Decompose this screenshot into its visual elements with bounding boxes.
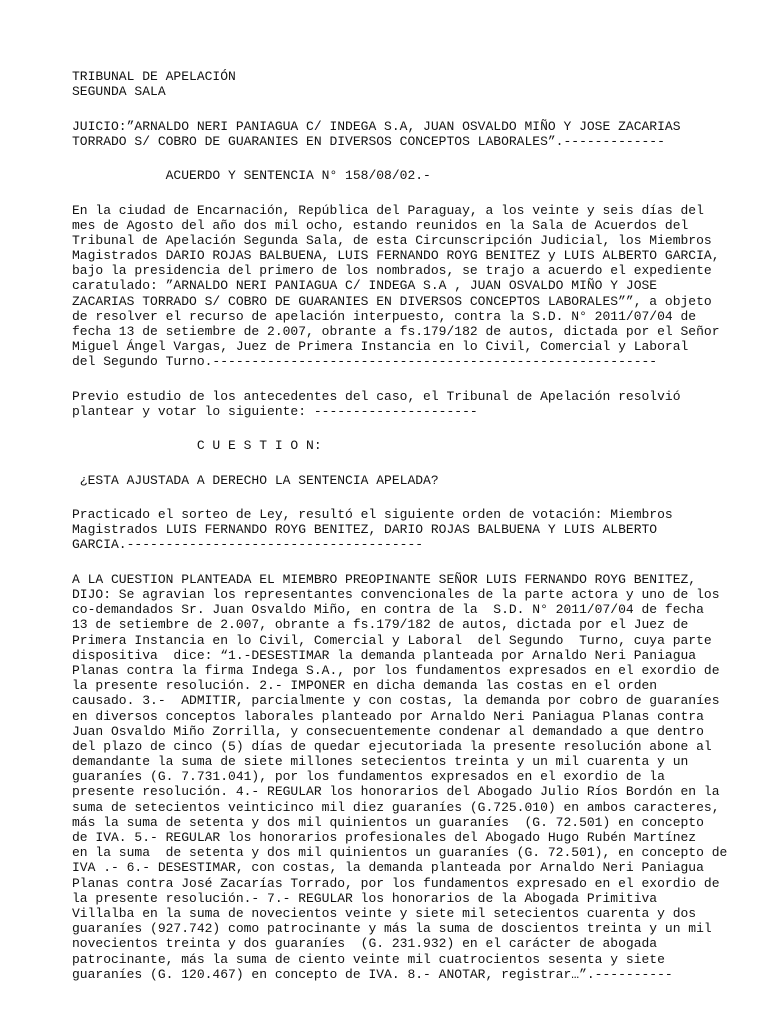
previo-line: Previo estudio de los antecedentes del caso, el Tribunal de Apelación resolvió [72, 388, 681, 404]
voto-line: 13 de setiembre de 2.007, obrante a fs.179/182 de autos, dictada por el Juez de [72, 617, 689, 633]
intro-line: mes de Agosto del año dos mil ocho, estando reunidos en la Sala de Acuerdos del [72, 217, 689, 233]
intro-paragraph [72, 202, 720, 370]
voto-line: en diversos conceptos laborales planteado por Arnaldo Neri Paniagua Planas contra [72, 708, 704, 724]
voto-line: dispositiva dice: “1.-DESESTIMAR la demanda planteada por Arnaldo Neri Paniagua [72, 647, 697, 663]
case-title-line: JUICIO:”ARNALDO NERI PANIAGUA C/ INDEGA S.A, JUAN OSVALDO MIÑO Y JOSE ZACARIAS [72, 118, 681, 134]
spacer [72, 183, 712, 202]
intro-line: En la ciudad de Encarnación, República del Paraguay, a los veinte y seis días del [72, 202, 704, 218]
sorteo-line: Magistrados LUIS FERNANDO ROYG BENITEZ, DARIO ROJAS BALBUENA Y LUIS ALBERTO [72, 522, 658, 538]
voto-line: suma de setecientos veinticinco mil diez guaraníes (G.725.010) en ambos caracteres, [72, 799, 720, 815]
voto-line: IVA .- 6.- DESESTIMAR, con costas, la demanda planteada por Arnaldo Neri Paniagua [72, 860, 704, 876]
question-line: ¿ESTA AJUSTADA A DERECHO LA SENTENCIA APELADA? [72, 472, 439, 488]
voto-paragraph [72, 571, 728, 982]
voto-line: Juan Osvaldo Miño Zorrilla, y consecuentemente condenar al demandado a que dentro [72, 723, 704, 739]
intro-line: caratulado: ”ARNALDO NERI PANIAGUA C/ INDEGA S.A , JUAN OSVALDO MIÑO Y JOSE [72, 278, 658, 294]
intro-line: fecha 13 de setiembre de 2.007, obrante a fs.179/182 de autos, dictada por el Señor [72, 324, 720, 339]
question-paragraph [72, 473, 712, 488]
sorteo-paragraph [72, 507, 712, 553]
voto-line: Planas contra José Zacarías Torrado, por los fundamentos expresado en el exordio de [72, 875, 720, 891]
intro-line: ZACARIAS TORRADO S/ COBRO DE GUARANIES EN DIVERSOS CONCEPTOS LABORALES””, a objeto [72, 293, 712, 309]
voto-line: DIJO: Se agravian los representantes convencionales de la parte actora y uno de los [72, 587, 720, 602]
voto-line: Villalba en la suma de novecientos veinte y siete mil setecientos cuarenta y dos [72, 905, 697, 921]
intro-line: Miguel Ángel Vargas, Juez de Primera Instancia en lo Civil, Comercial y Laboral [72, 339, 689, 355]
spacer [72, 149, 712, 168]
intro-line: del Segundo Turno.--------------------------------------------------------- [72, 354, 658, 370]
sorteo-line: GARCIA.-------------------------------------- [72, 537, 424, 553]
voto-line: más la suma de setenta y dos mil quinientos un guaraníes (G. 72.501) en concepto [72, 814, 704, 830]
document-text [72, 69, 728, 982]
intro-line: de resolver el recurso de apelación interpuesto, contra la S.D. N° 2011/07/04 de [72, 308, 697, 324]
voto-line: demandante la suma de siete millones setecientos treinta y un mil cuarenta y un [72, 754, 689, 770]
spacer [72, 370, 712, 389]
voto-line: guaraníes (927.742) como patrocinante y más la suma de doscientos treinta y un mil [72, 921, 712, 937]
voto-line: en la suma de setenta y dos mil quinientos un guaraníes (G. 72.501), en concepto de [72, 845, 728, 861]
sorteo-line: Practicado el sorteo de Ley, resultó el siguiente orden de votación: Miembros [72, 507, 673, 523]
previo-line: plantear y votar lo siguiente: --------------------- [72, 403, 478, 419]
voto-line: del plazo de cinco (5) días de quedar ejecutoriada la presente resolución abone al [72, 738, 712, 754]
cuestion-heading [72, 438, 712, 453]
voto-line: Planas contra la firma Indega S.A., por los fundamentos expresados en el exordio de [72, 662, 720, 678]
court-chamber: SEGUNDA SALA [72, 84, 166, 100]
voto-line: co-demandados Sr. Juan Osvaldo Miño, en contra de la S.D. N° 2011/07/04 de fecha [72, 602, 704, 618]
intro-line: Magistrados DARIO ROJAS BALBUENA, LUIS FERNANDO ROYG BENITEZ y LUIS ALBERTO GARCIA, [72, 248, 720, 264]
voto-line: presente resolución. 4.- REGULAR los honorarios del Abogado Julio Ríos Bordón en la [72, 784, 720, 800]
voto-line: guaraníes (G. 7.731.041), por los fundamentos expresados en el exordio de la [72, 769, 665, 785]
ruling-number [72, 168, 712, 183]
court-header [72, 69, 712, 99]
voto-line: causado. 3.- ADMITIR, parcialmente y con costas, la demanda por cobro de guaraníes [72, 693, 720, 709]
spacer [72, 419, 712, 438]
voto-line: patrocinante, más la suma de ciento veinte mil cuatrocientos sesenta y siete [72, 951, 665, 967]
spacer [72, 488, 712, 507]
case-title-line: TORRADO S/ COBRO DE GUARANIES EN DIVERSOS CONCEPTOS LABORALES”.------------- [72, 133, 665, 149]
voto-line: guaraníes (G. 120.467) en concepto de IVA. 8.- ANOTAR, registrar…”.---------- [72, 966, 673, 982]
cuestion-heading-line: C U E S T I O N: [72, 438, 322, 454]
spacer [72, 99, 712, 118]
spacer [72, 553, 712, 572]
voto-line: A LA CUESTION PLANTEADA EL MIEMBRO PREOPINANTE SEÑOR LUIS FERNANDO ROYG BENITEZ, [72, 571, 697, 587]
spacer [72, 454, 712, 473]
voto-line: novecientos treinta y dos guaraníes (G. 231.932) en el carácter de abogada [72, 936, 658, 952]
voto-line: la presente resolución. 2.- IMPONER en dicha demanda las costas en el orden [72, 678, 658, 694]
voto-line: de IVA. 5.- REGULAR los honorarios profesionales del Abogado Hugo Rubén Martínez [72, 830, 697, 845]
case-title [72, 119, 712, 149]
previo-paragraph [72, 389, 712, 419]
voto-line: Primera Instancia en lo Civil, Comercial y Laboral del Segundo Turno, cuya parte [72, 632, 712, 648]
court-name: TRIBUNAL DE APELACIÓN [72, 69, 236, 84]
voto-line: la presente resolución.- 7.- REGULAR los honorarios de la Abogada Primitiva [72, 890, 658, 906]
intro-line: Tribunal de Apelación Segunda Sala, de esta Circunscripción Judicial, los Miembros [72, 232, 712, 248]
intro-line: bajo la presidencia del primero de los nombrados, se trajo a acuerdo el expediente [72, 263, 712, 279]
ruling-number-line: ACUERDO Y SENTENCIA N° 158/08/02.- [72, 168, 431, 184]
